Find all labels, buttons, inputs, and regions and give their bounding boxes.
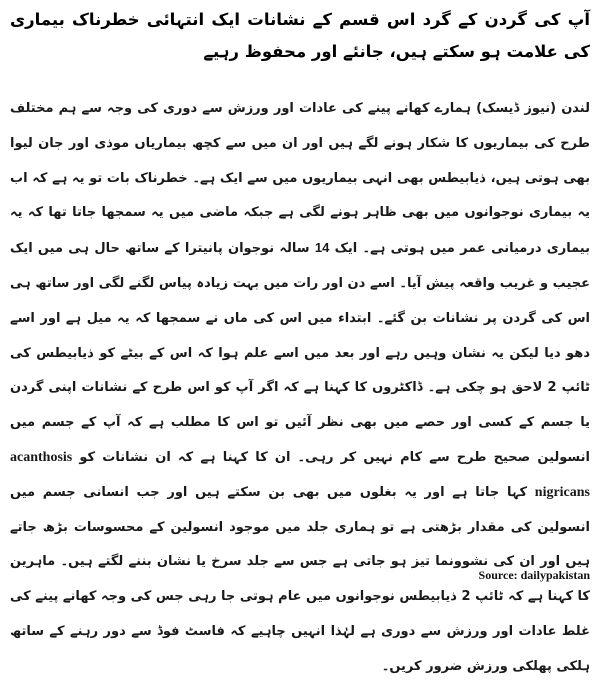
source-credit: Source: dailypakistan xyxy=(478,568,590,582)
body-segment-3: کہا جاتا ہے اور یہ بغلوں میں بھی بن سکتے ہیں اور جب انسانی جسم میں انسولین کی مقدار بڑھتی ہے تو ہماری جلد میں موجود انسولین کے محسوسات بڑھ جاتے ہیں اور ان کی نشوونما تیز ہو جاتی ہے جس سے جلد سرخ یا نشان بننے لگتے ہیں۔ ماہرین کا کہنا ہے کہ ٹائپ 2 ذیابیطس نوجوانوں میں عام ہوتی جا رہی جس کی وجہ کھانے پینے کی غلط عادات اور ورزش سے دوری ہے لہٰذا انہیں چاہیے کہ فاسٹ فوڈ سے دور رہنے کے ساتھ ہلکی پھلکی ورزش ضرور کریں۔ xyxy=(10,484,590,674)
body-segment-1: لندن (نیوز ڈیسک) ہمارے کھانے پینے کی عادات اور ورزش سے دوری کی وجہ سے ہم مختلف طرح کی بیماریوں کا شکار ہونے لگے ہیں اور ان میں سے کچھ بیماریاں موذی اور جان لیوا بھی ہوتی ہیں، ذیابیطس بھی انہی بیماریوں میں سے ایک ہے۔ خطرناک بات تو یہ ہے کہ اب یہ بیماری نوجوانوں میں بھی ظاہر ہونے لگی ہے جبکہ ماضی میں یہ سمجھا جاتا تھا کہ یہ بیماری درمیانی عمر میں ہوتی ہے۔ ایک xyxy=(10,101,590,257)
age-number: 14 xyxy=(314,240,330,256)
article-headline: آپ کی گردن کے گرد اس قسم کے نشانات ایک انتہائی خطرناک بیماری کی علامت ہو سکتے ہیں، جانئے اور محفوظ رہیے xyxy=(10,10,590,61)
medical-term: acanthosis nigricans xyxy=(10,449,591,500)
body-segment-2: سالہ نوجوان پانیترا کے ساتھ حال ہی میں ایک عجیب و غریب واقعہ پیش آیا۔ اسے دن اور رات میں بہت زیادہ پیاس لگنے لگی اور ساتھ ہی اس کی گردن پر نشانات بن گئے۔ ابتداء میں اس کی ماں نے سمجھا کہ یہ میل ہے اور اسے دھو دیا لیکن یہ نشان وہیں رہے اور بعد میں اسے علم ہوا کہ اس کے بیٹے کو ذیابیطس کی ٹائپ 2 لاحق ہو چکی ہے۔ ڈاکٹروں کا کہنا ہے کہ اگر آپ کو اس طرح کے نشانات اپنی گردن یا جسم کے کسی اور حصے میں بھی نظر آئیں تو اس کا مطلب ہے کہ آپ کے جسم میں انسولین صحیح طرح سے کام نہیں کر رہی۔ ان کا کہنا ہے کہ ان نشانات کو xyxy=(10,241,590,465)
